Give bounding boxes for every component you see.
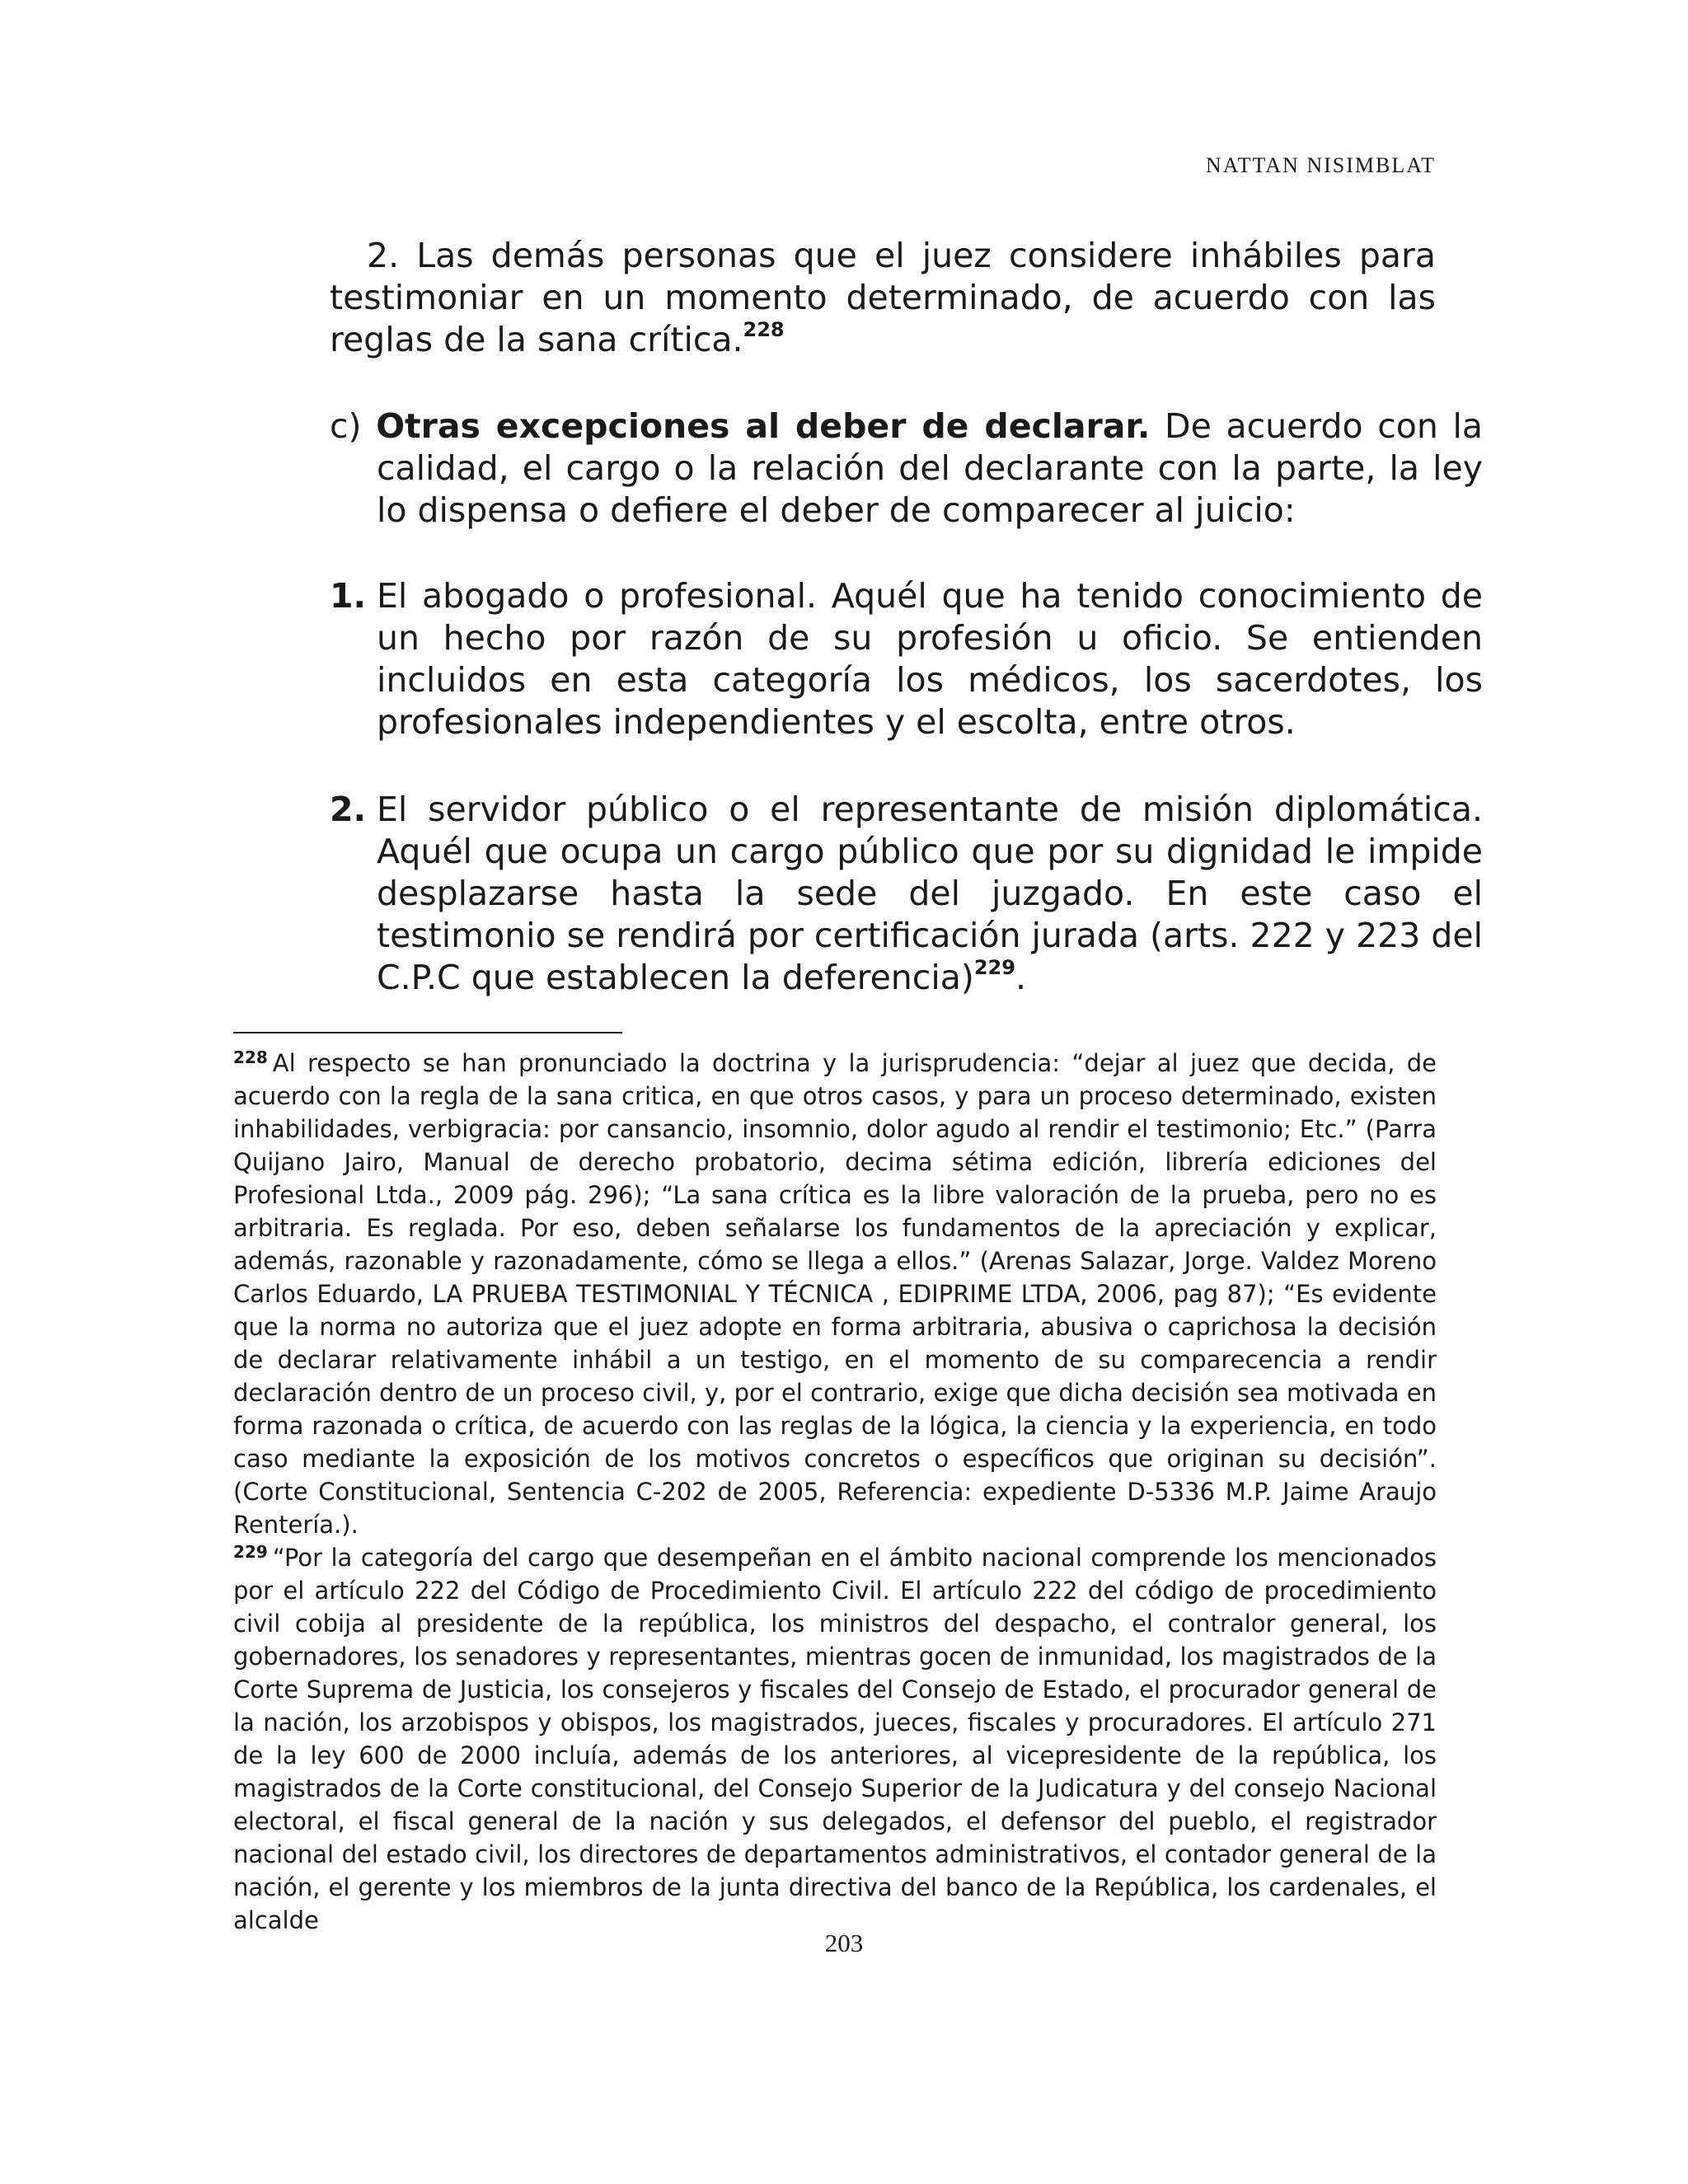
sub-item-2-trailing: .	[1015, 958, 1027, 997]
footnote-229-number: 229	[233, 1542, 268, 1562]
sub-item-2-number: 2.	[330, 790, 367, 829]
footnote-229	[233, 1541, 1437, 1937]
sub-item-1-text: El abogado o profesional. Aquél que ha tenido conocimiento de un hecho por razón de su profesión u oficio. Se entienden incluidos en esta categoría los médicos, los sacerdotes, los profesionales independientes y el escolta, entre otros.	[377, 576, 1483, 742]
sub-item-1-number: 1.	[330, 576, 367, 616]
footnote-separator	[233, 1032, 622, 1033]
footnote-228-text: Al respecto se han pronunciado la doctrina y la jurisprudencia: “dejar al juez que decida, de acuerdo con la regla de la sana critica, en que otros casos, y para un proceso determinado, existen inhabilidades, verbigracia: por cansancio, insomnio, dolor agudo al rendir el testimonio; Etc.” (Parra Quijano Jairo, Manual de derecho probatorio, decima sétima edición, librería ediciones del Profesional Ltda., 2009 pág. 296); “La sana crítica es la libre valoración de la prueba, pero no es arbitraria. Es reglada. Por eso, deben señalarse los fundamentos de la apreciación y explicar, además, razonable y razonadamente, cómo se llega a ellos.” (Arenas Salazar, Jorge. Valdez Moreno Carlos Eduardo, LA PRUEBA TESTIMONIAL Y TÉCNICA , EDIPRIME LTDA, 2006, pag 87); “Es evidente que la norma no autoriza que el juez adopte en forma arbitraria, abusiva o caprichosa la decisión de declarar relativamente inhábil a un testigo, en el momento de su comparecencia a rendir declaración dentro de un proceso civil, y, por el contrario, exige que dicha decisión sea motivada en forma razonada o crítica, de acuerdo con las reglas de la lógica, la ciencia y la experiencia, en todo caso mediante la exposición de los motivos concretos o específicos que originan su decisión”. (Corte Constitucional, Sentencia C-202 de 2005, Referencia: expediente D-5336 M.P. Jaime Araujo Rentería.).	[233, 1049, 1437, 1539]
list-item-2	[330, 235, 1436, 361]
list-item-2-text: 2. Las demás personas que el juez considere inhábiles para testimoniar en un momento determinado, de acuerdo con las reglas de la sana crítica.	[330, 236, 1436, 359]
footnote-ref-228[interactable]: 228	[743, 318, 785, 341]
list-item-c	[330, 405, 1483, 532]
footnote-ref-229[interactable]: 229	[973, 956, 1015, 979]
footnotes	[233, 1047, 1437, 1937]
sub-item-1	[330, 575, 1483, 743]
sub-item-2	[330, 789, 1483, 999]
sub-item-2-text: El servidor público o el representante de misión diplomática. Aquél que ocupa un cargo público que por su dignidad le impide desplazarse hasta la sede del juzgado. En este caso el testimonio se rendirá por certificación jurada (arts. 222 y 223 del C.P.C que establecen la deferencia)	[377, 790, 1484, 997]
footnote-228-number: 228	[233, 1047, 268, 1067]
footnote-228	[233, 1047, 1437, 1541]
running-header: NATTAN NISIMBLAT	[1205, 153, 1436, 177]
footnote-229-text: “Por la categoría del cargo que desempeñan en el ámbito nacional comprende los mencionados por el artículo 222 del Código de Procedimiento Civil. El artículo 222 del código de procedimiento civil cobija al presidente de la república, los ministros del despacho, el contralor general, los gobernadores, los senadores y representantes, mientras gocen de inmunidad, los magistrados de la Corte Suprema de Justicia, los consejeros y fiscales del Consejo de Estado, el procurador general de la nación, los arzobispos y obispos, los magistrados, jueces, fiscales y procuradores. El artículo 271 de la ley 600 de 2000 incluía, además de los anteriores, al vicepresidente de la república, los magistrados de la Corte constitucional, del Consejo Superior de la Judicatura y del consejo Nacional electoral, el fiscal general de la nación y sus delegados, el defensor del pueblo, el registrador nacional del estado civil, los directores de departamentos administrativos, el contador general de la nación, el gerente y los miembros de la junta directiva del banco de la República, los cardenales, el alcalde	[233, 1544, 1437, 1934]
list-item-c-text: De acuerdo con la calidad, el cargo o la relación del declarante con la parte, la ley lo dispensa o defiere el deber de comparecer al juicio:	[377, 406, 1483, 530]
list-item-c-heading: Otras excepciones al deber de declarar.	[376, 406, 1151, 446]
page-number: 203	[824, 1929, 864, 1957]
list-item-c-marker: c)	[330, 406, 362, 446]
